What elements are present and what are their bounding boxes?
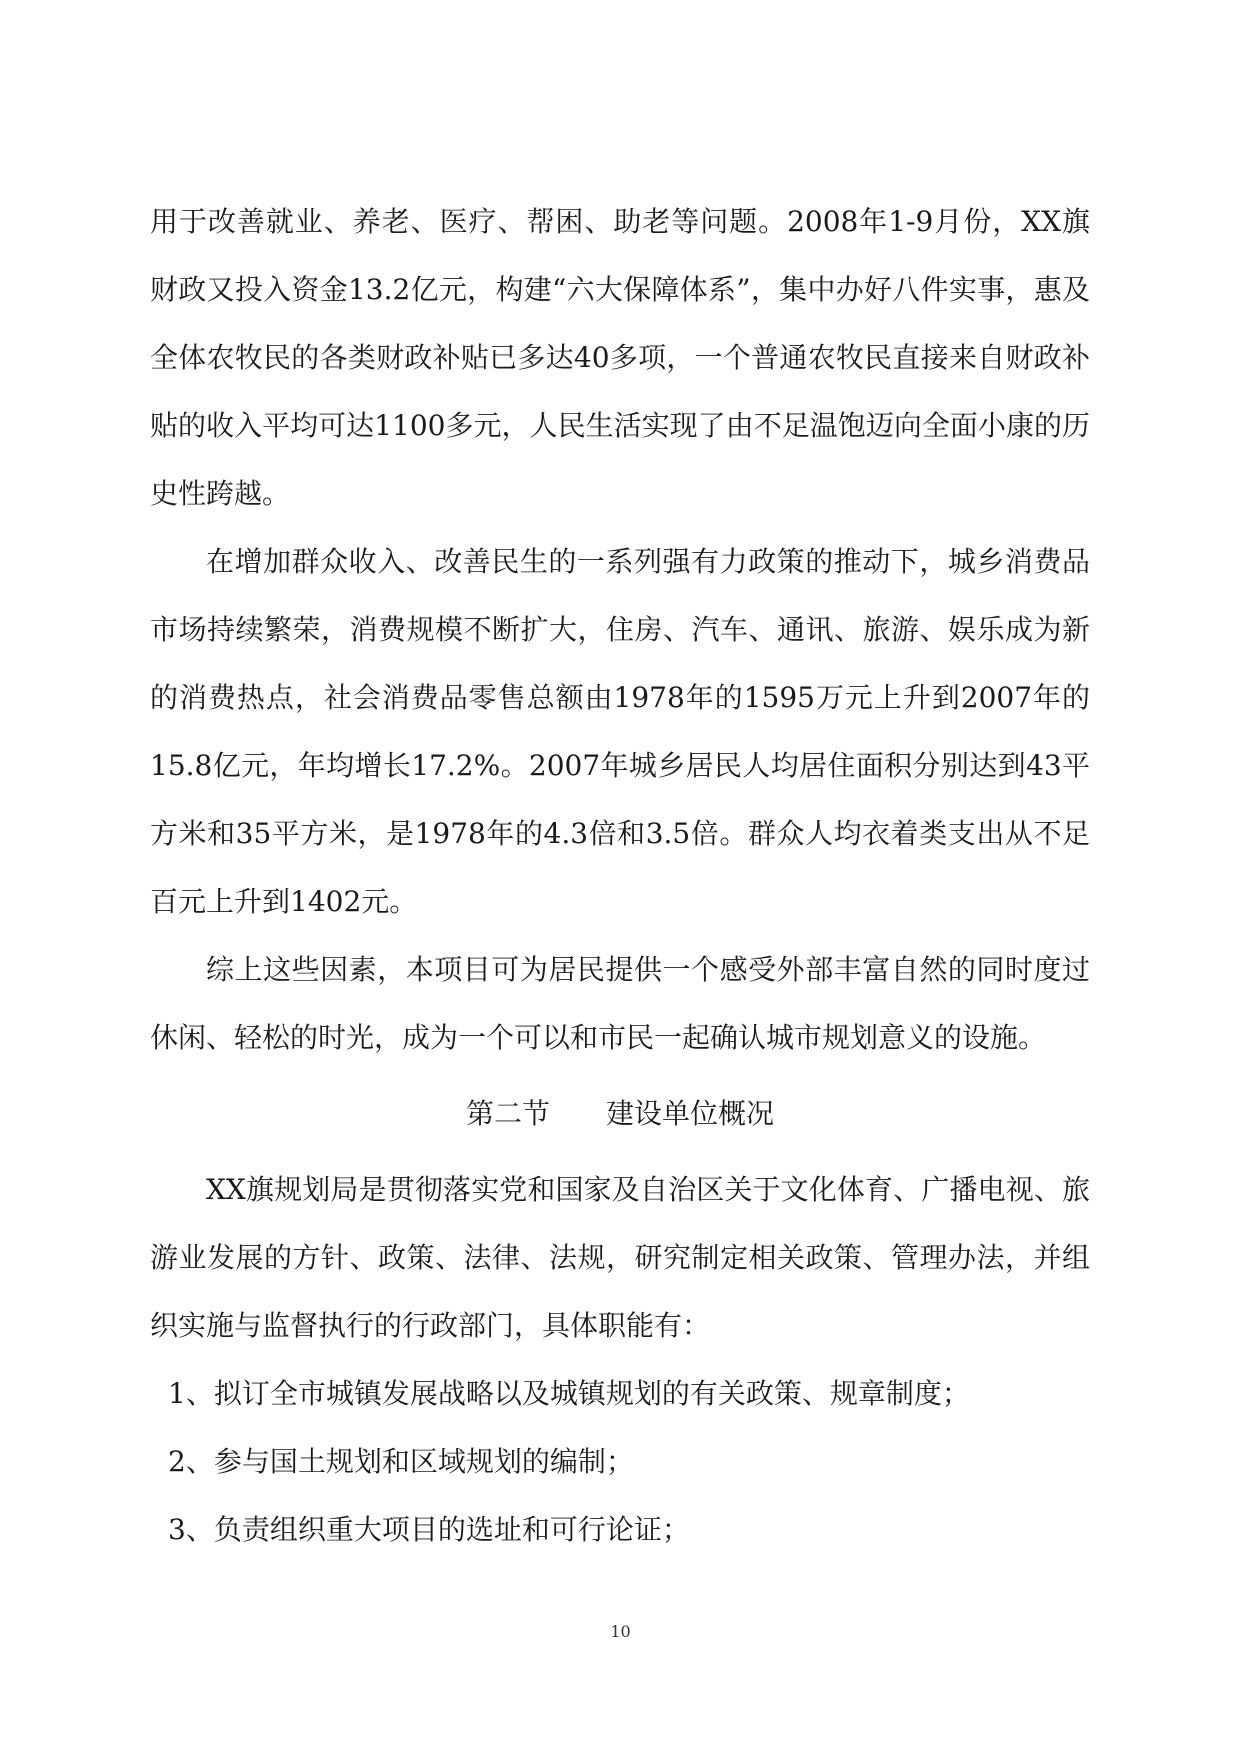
section-heading [150,1072,1090,1156]
list-item: 2、参与国土规划和区域规划的编制； [168,1445,634,1478]
section-number: 第二节 [465,1097,550,1130]
paragraph-livelihood: 用于改善就业、养老、医疗、帮困、助老等问题。2008年1-9月份，XX旗财政又投入资金13.2亿元，构建“六大保障体系”，集中办好八件实事，惠及全体农牧民的各类财政补贴已多达40多项，一个普通农牧民直接来自财政补贴的收入平均可达1100多元，人民生活实现了由不足温饱迈向全面小康的历史性跨越。 [150,205,1090,510]
paragraph-bureau-intro: XX旗规划局是贯彻落实党和国家及自治区关于文化体育、广播电视、旅游业发展的方针、政策、法律、法规，研究制定相关政策、管理办法，并组织实施与监督执行的行政部门，具体职能有： [150,1173,1090,1342]
list-item: 3、负责组织重大项目的选址和可行论证； [168,1513,690,1546]
paragraph-summary: 综上这些因素，本项目可为居民提供一个感受外部丰富自然的同时度过休闲、轻松的时光，成为一个可以和市民一起确认城市规划意义的设施。 [150,953,1090,1054]
section-title: 建设单位概况 [606,1097,775,1130]
document-page [150,188,1090,1564]
page-number: 10 [610,1622,631,1641]
paragraph-consumption: 在增加群众收入、改善民生的一系列强有力政策的推动下，城乡消费品市场持续繁荣，消费规模不断扩大，住房、汽车、通讯、旅游、娱乐成为新的消费热点，社会消费品零售总额由1978年的1595万元上升到2007年的15.8亿元，年均增长17.2%。2007年城乡居民人均居住面积分别达到43平方米和35平方米，是1978年的4.3倍和3.5倍。群众人均衣着类支出从不足百元上升到1402元。 [150,545,1090,918]
list-item: 1、拟订全市城镇发展战略以及城镇规划的有关政策、规章制度； [168,1377,970,1410]
